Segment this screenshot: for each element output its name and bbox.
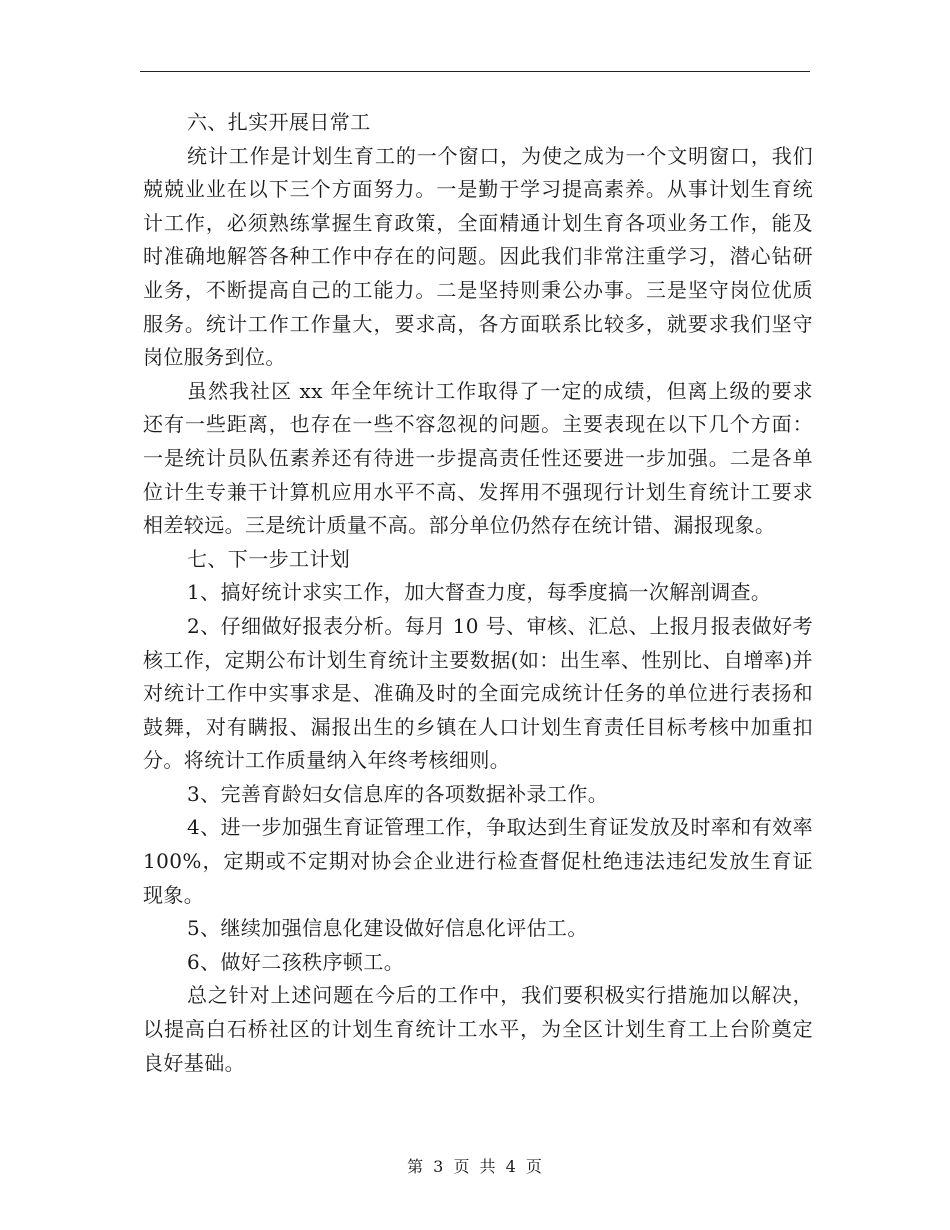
plan-item-4: 4、进一步加强生育证管理工作，争取达到生育证发放及时率和有效率 100%，定期或不定期对协会企业进行检查督促杜绝违法违纪发放生育证现象。 <box>143 815 813 907</box>
plan-item-5: 5、继续加强信息化建设做好信息化评估工。 <box>187 916 588 941</box>
header-rule <box>140 71 810 72</box>
plan-item-6: 6、做好二孩秩序顿工。 <box>187 949 405 974</box>
paragraph-conclusion: 总之针对上述问题在今后的工作中，我们要积极实行措施加以解决，以提高白石桥社区的计划生育统计工水平，为全区计划生育工上台阶奠定良好基础。 <box>143 983 813 1075</box>
plan-item-2: 2、仔细做好报表分析。每月 10 号、审核、汇总、上报月报表做好考核工作，定期公布计划生育统计主要数据(如：出生率、性别比、自增率)并对统计工作中实事求是、准确及时的全面完成统计任务的单位进行表扬和鼓舞，对有瞒报、漏报出生的乡镇在人口计划生育责任目标考核中加重扣分。将统计工作质量纳入年终考核细则。 <box>143 613 813 773</box>
paragraph-statistics-window: 统计工作是计划生育工的一个窗口，为使之成为一个文明窗口，我们兢兢业业在以下三个方面努力。一是勤于学习提高素养。从事计划生育统计工作，必须熟练掌握生育政策，全面精通计划生育各项业务工作，能及时准确地解答各种工作中存在的问题。因此我们非常注重学习，潜心钻研业务，不断提高自己的工能力。二是坚持则秉公办事。三是坚守岗位优质服务。统计工作工作量大，要求高，各方面联系比较多，就要求我们坚守岗位服务到位。 <box>143 143 813 370</box>
paragraph-problems: 虽然我社区 xx 年全年统计工作取得了一定的成绩，但离上级的要求还有一些距离，也存在一些不容忽视的问题。主要表现在以下几个方面：一是统计员队伍素养还有待进一步提高责任性还要进一步加强。二是各单位计生专兼干计算机应用水平不高、发挥用不强现行计划生育统计工要求相差较远。三是统计质量不高。部分单位仍然存在统计错、漏报现象。 <box>143 378 813 538</box>
section-heading-7: 七、下一步工计划 <box>187 546 351 571</box>
document-body <box>143 106 813 1080</box>
page-number: 第 3 页 共 4 页 <box>407 1157 543 1176</box>
plan-item-1: 1、搞好统计求实工作，加大督查力度，每季度搞一次解剖调查。 <box>187 580 772 605</box>
plan-item-3: 3、完善育龄妇女信息库的各项数据补录工作。 <box>187 781 609 806</box>
section-heading-6: 六、扎实开展日常工 <box>187 110 371 134</box>
